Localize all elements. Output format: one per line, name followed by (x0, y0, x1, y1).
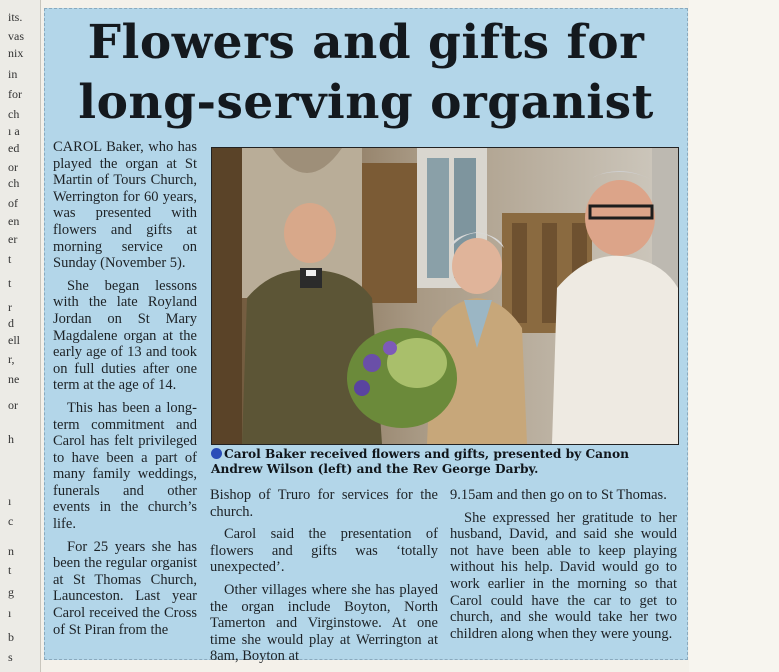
margin-fragment: t (8, 252, 12, 266)
article-column-3 (450, 487, 677, 648)
margin-fragment: vas (8, 29, 24, 43)
headline-line-2: long-serving organist (78, 75, 654, 130)
margin-fragment: of (8, 196, 18, 210)
paragraph: This has been a long-term commitment and Carol has felt privileged to have been a part of many family weddings, funerals and other events in the church’s life. (53, 399, 197, 533)
margin-fragment: er (8, 232, 18, 246)
margin-fragment: g (8, 585, 14, 599)
margin-fragment: its. (8, 10, 23, 24)
margin-fragment: r, (8, 352, 15, 366)
caption-text: Carol Baker received flowers and gifts, presented by Canon Andrew Wilson (left) and the Rev George Darby. (211, 447, 629, 476)
paragraph: Bishop of Truro for services for the church. (210, 487, 438, 520)
margin-fragment: ı (8, 494, 12, 508)
margin-fragment: h (8, 432, 14, 446)
margin-fragment: ed (8, 141, 20, 155)
caption-bullet-icon (211, 448, 222, 459)
margin-fragment: ch (8, 176, 20, 190)
church-photo-illustration (212, 148, 678, 444)
photo-caption (211, 447, 677, 477)
margin-fragment: or (8, 160, 18, 174)
headline-line-1: Flowers and gifts for (87, 15, 645, 70)
article-column-2 (210, 487, 438, 671)
paragraph: For 25 years she has been the regular organist at St Thomas Church, Launceston. Last year Carol received the Cross of St Piran from the (53, 538, 197, 638)
margin-fragment: s (8, 650, 13, 664)
margin-fragment: en (8, 214, 20, 228)
margin-fragment: r (8, 300, 12, 314)
margin-fragment: ell (8, 333, 20, 347)
paragraph: She expressed her gratitude to her husband, David, and said she would not have been able to keep playing without his help. David would go to work earlier in the morning so that Carol could have the car to get to church, and she would take her two children along when they were young. (450, 509, 677, 642)
page-margin (689, 0, 779, 672)
margin-fragment: d (8, 316, 14, 330)
margin-fragment: ch (8, 107, 20, 121)
adjacent-article-edge (0, 0, 41, 672)
paragraph: She began lessons with the late Royland Jordan on St Mary Magdalene organ at the early age of 13 and took on full duties after one term at the age of 14. (53, 277, 197, 394)
margin-fragment: t (8, 276, 12, 290)
margin-fragment: t (8, 563, 12, 577)
margin-fragment: for (8, 87, 22, 101)
margin-fragment: ne (8, 372, 20, 386)
margin-fragment: c (8, 514, 14, 528)
newspaper-clipping (44, 8, 688, 665)
margin-fragment: or (8, 398, 18, 412)
article-column-1 (53, 139, 197, 644)
paragraph: Carol said the presentation of flowers and gifts was ‘totally unexpected’. (210, 526, 438, 576)
margin-fragment: b (8, 630, 14, 644)
margin-fragment: ı a (8, 124, 20, 138)
margin-fragment: n (8, 544, 14, 558)
paragraph: CAROL Baker, who has played the organ at St Martin of Tours Church, Werrington for 60 years, was presented with flowers and gifts at morning service on Sunday (November 5). (53, 139, 197, 272)
article-photo (211, 147, 679, 445)
paragraph: 9.15am and then go on to St Thomas. (450, 487, 667, 503)
margin-fragment: ı (8, 606, 12, 620)
paragraph: Other villages where she has played the organ include Boyton, North Tamerton and Virginstowe. At one time she would play at Werrington at 8am, Boyton at (210, 581, 438, 665)
article-headline (45, 13, 687, 133)
margin-fragment: in (8, 67, 18, 81)
margin-fragment: nix (8, 46, 24, 60)
